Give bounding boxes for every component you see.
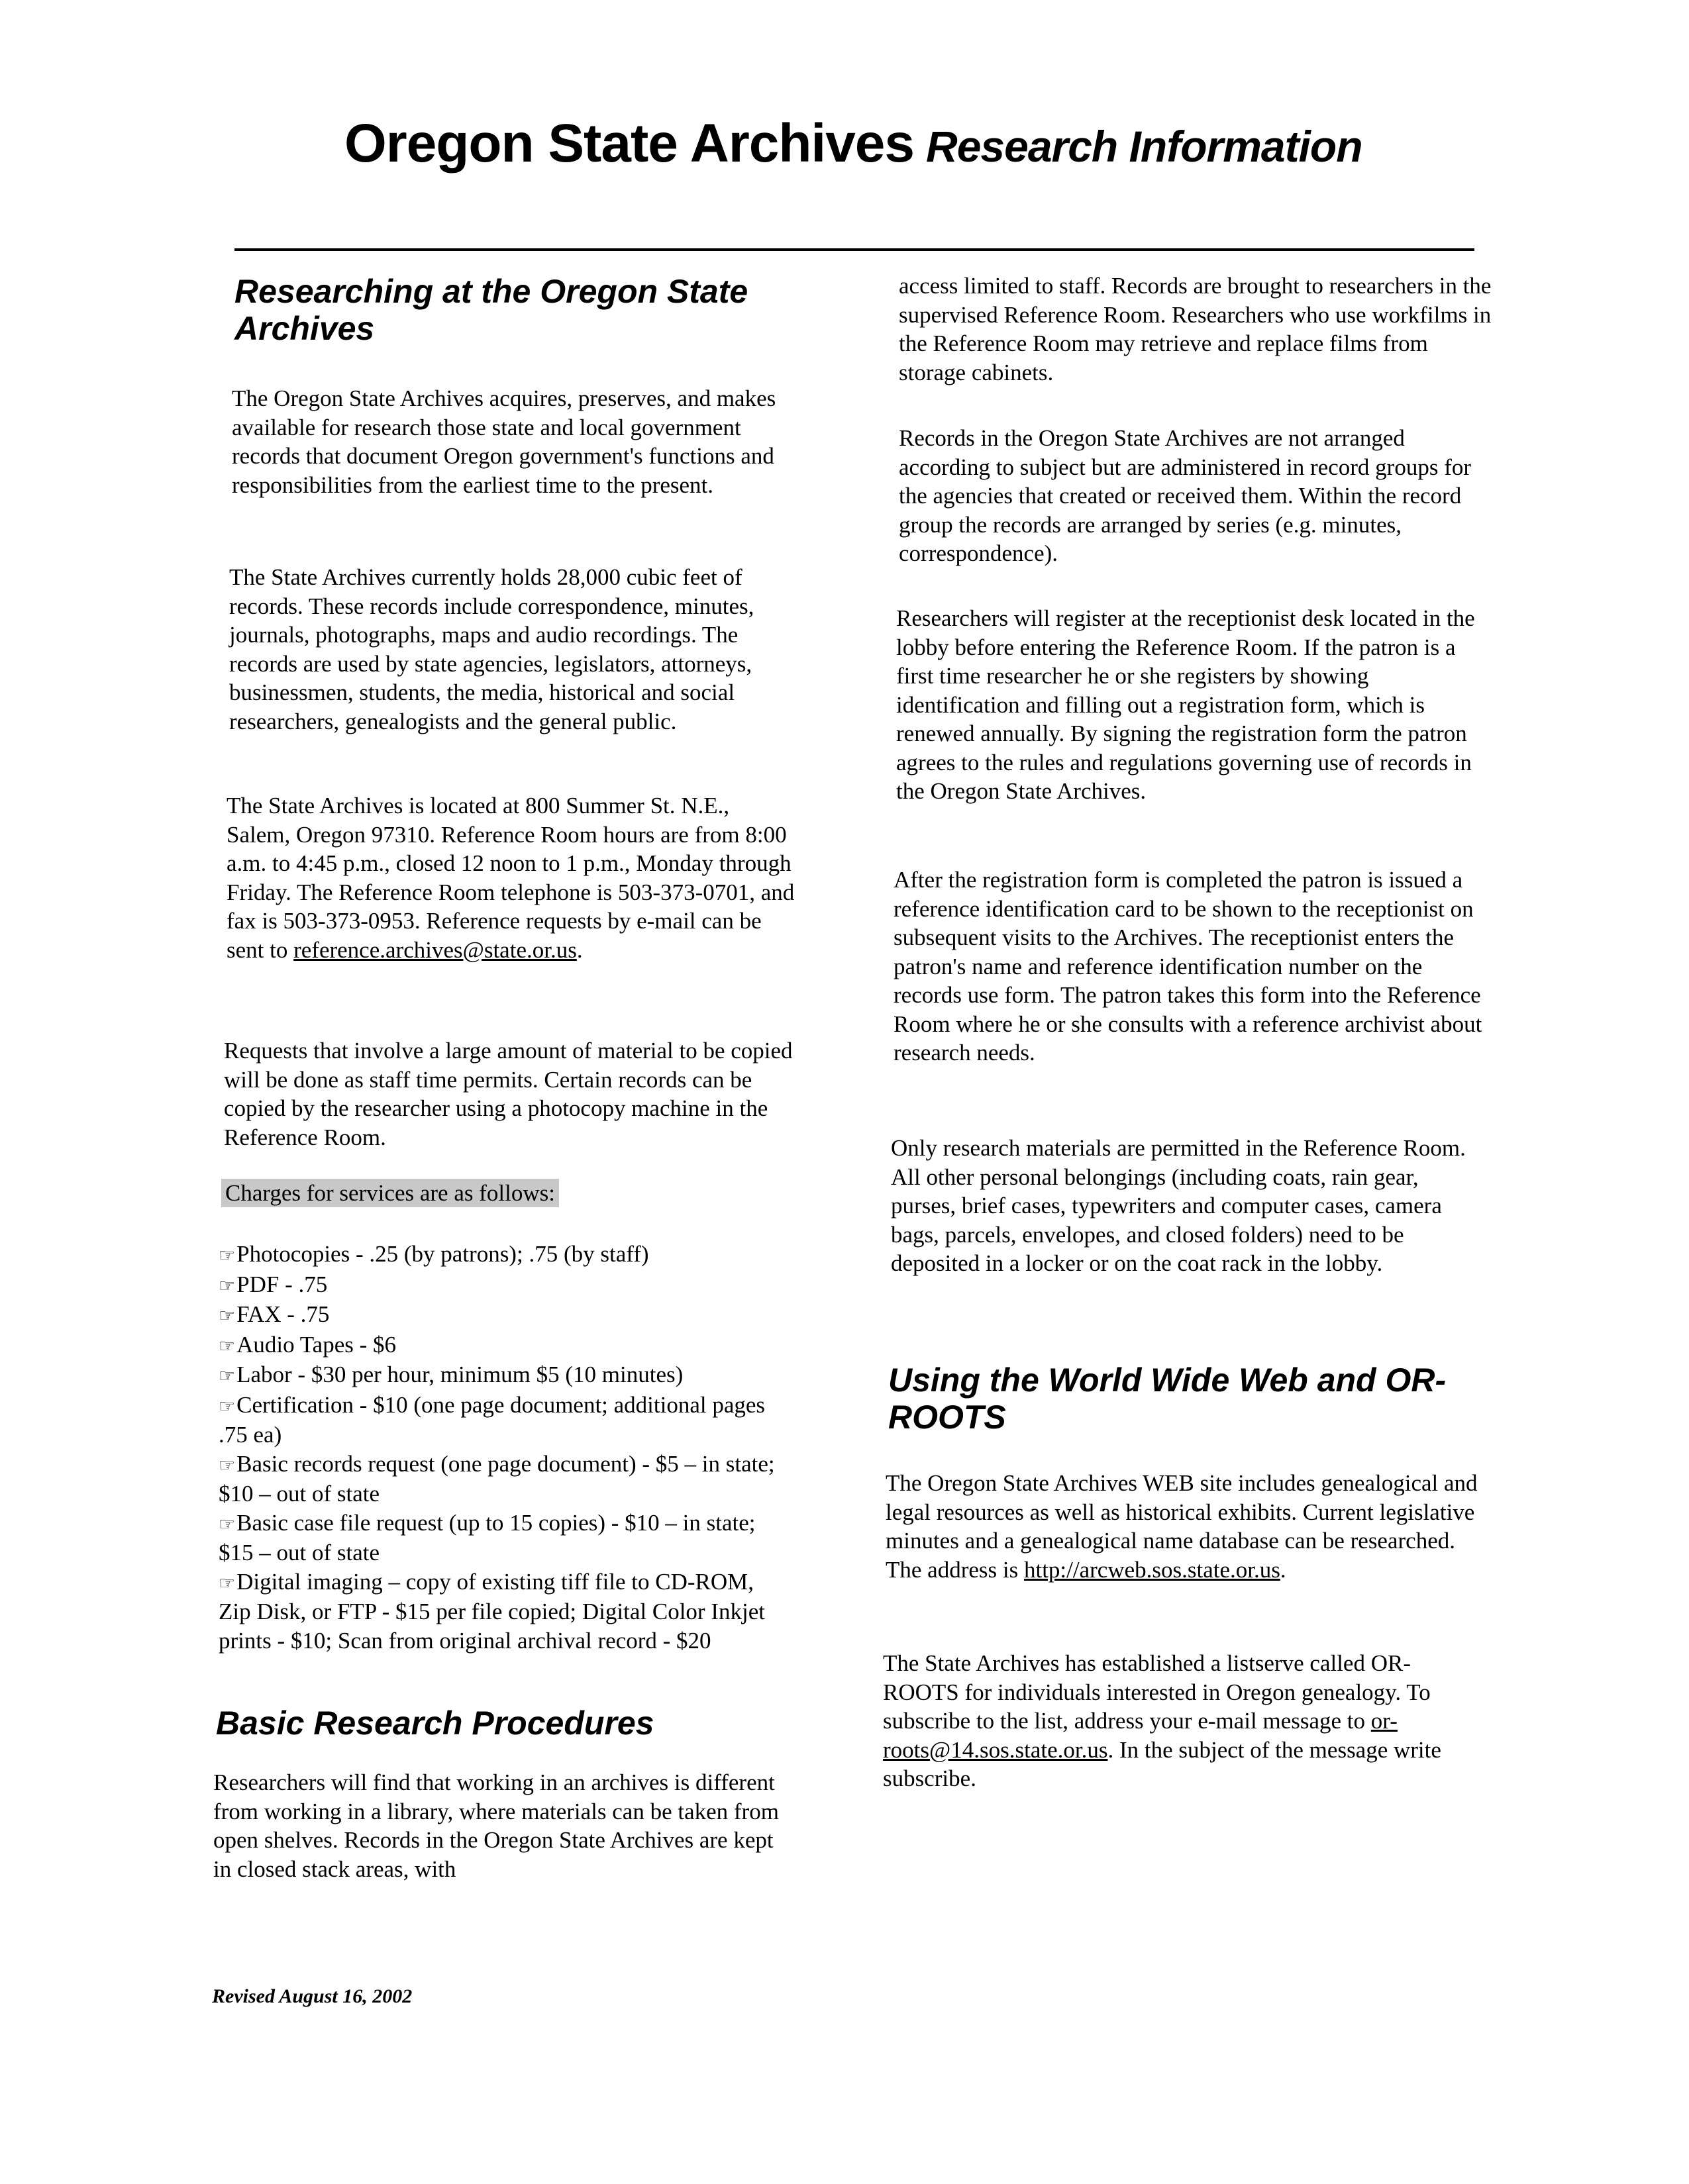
- pointing-hand-icon: ☞: [219, 1305, 236, 1326]
- paragraph: [227, 791, 796, 964]
- revision-date: Revised August 16, 2002: [212, 1985, 413, 2007]
- paragraph-text: The State Archives has established a listserve called OR-ROOTS for individuals interested in Oregon genealogy. To subscribe to the list, address your e-mail message to: [883, 1650, 1431, 1734]
- charge-item: [219, 1330, 788, 1361]
- charge-item: [219, 1360, 788, 1391]
- paragraph: After the registration form is completed the patron is issued a reference identification card to be shown to the receptionist on subsequent visits to the Archives. The receptionist enters the patron's name and reference identification number on the records use form. The patron takes this form into the Reference Room where he or she consults with a reference archivist about research needs.: [894, 867, 1482, 1066]
- email-link[interactable]: or-roots@14.sos.state.or.us: [883, 1708, 1398, 1763]
- paragraph: Only research materials are permitted in the Reference Room. All other personal belongings (including coats, rain gear, purses, brief cases, typewriters and computer cases, camera bags, parcels, envelopes, and closed folders) need to be deposited in a locker or on the coat rack in the lobby.: [891, 1135, 1466, 1276]
- charge-text: PDF - .75: [236, 1271, 328, 1297]
- pointing-hand-icon: ☞: [219, 1571, 236, 1594]
- punctuation: .: [576, 936, 583, 963]
- title-divider: [234, 248, 1474, 251]
- charges-list: [219, 1240, 788, 1655]
- pointing-hand-icon: ☞: [219, 1244, 236, 1266]
- website-link[interactable]: http://arcweb.sos.state.or.us: [1023, 1556, 1280, 1583]
- charge-item: [219, 1391, 788, 1450]
- charge-text: Photocopies - .25 (by patrons); .75 (by staff): [236, 1241, 649, 1267]
- paragraph: [886, 1469, 1482, 1584]
- paragraph: Requests that involve a large amount of material to be copied will be done as staff time permits. Certain records can be copied by the researcher using a photocopy machine in the Reference Room.: [224, 1038, 793, 1150]
- title-main: Oregon State Archives: [344, 113, 915, 174]
- paragraph: access limited to staff. Records are brought to researchers in the supervised Reference Room. Researchers who use workfilms in the Reference Room may retrieve and replace films from storage cabinets.: [899, 273, 1492, 385]
- punctuation: .: [1280, 1556, 1286, 1583]
- paragraph-text: The Oregon State Archives WEB site includes genealogical and legal resources as well as historical exhibits. Current legislative minutes and a genealogical name database can be researched. The address is: [886, 1470, 1478, 1583]
- charge-item: [219, 1509, 788, 1567]
- pointing-hand-icon: ☞: [219, 1513, 236, 1535]
- charge-item: [219, 1240, 788, 1270]
- page-title: [344, 113, 1362, 175]
- charge-text: Labor - $30 per hour, minimum $5 (10 minutes): [236, 1362, 684, 1387]
- paragraph-text: The State Archives is located at 800 Summer St. N.E., Salem, Oregon 97310. Reference Room hours are from 8:00 a.m. to 4:45 p.m., closed 12 noon to 1 p.m., Monday through Friday. The Reference Room telephone is 503-373-0701, and fax is 503-373-0953. Reference requests by e-mail can be sent to: [227, 793, 795, 963]
- paragraph-text: . In the subject of the message write subscribe.: [883, 1736, 1441, 1791]
- pointing-hand-icon: ☞: [219, 1365, 236, 1387]
- pointing-hand-icon: ☞: [219, 1395, 236, 1417]
- charge-text: Basic records request (one page document) - $5 – in state; $10 – out of state: [219, 1450, 775, 1507]
- paragraph: The State Archives currently holds 28,000 cubic feet of records. These records include correspondence, minutes, journals, photographs, maps and audio recordings. The records are used by state agencies, legislators, attorneys, businessmen, students, the media, historical and social researchers, genealogists and the general public.: [229, 564, 754, 734]
- charge-item: [219, 1567, 788, 1656]
- charge-text: Certification - $10 (one page document; additional pages .75 ea): [219, 1391, 766, 1448]
- charge-item: [219, 1300, 788, 1330]
- paragraph: Researchers will register at the receptionist desk located in the lobby before entering the Reference Room. If the patron is a first time researcher he or she registers by showing identification and filling out a registration form, which is renewed annually. By signing the registration form the patron agrees to the rules and regulations governing use of records in the Oregon State Archives.: [896, 605, 1475, 804]
- charges-intro-text: Charges for services are as follows:: [221, 1179, 559, 1207]
- paragraph: Records in the Oregon State Archives are not arranged according to subject but are administered in record groups for the agencies that created or received them. Within the record group the records are arranged by series (e.g. minutes, correspondence).: [899, 425, 1472, 566]
- charge-text: FAX - .75: [236, 1301, 330, 1327]
- paragraph: The Oregon State Archives acquires, preserves, and makes available for research those state and local government records that document Oregon government's functions and responsibilities from the earliest time to the present.: [232, 385, 776, 498]
- paragraph: [883, 1649, 1479, 1793]
- title-sub: Research Information: [926, 122, 1362, 171]
- charge-text: Basic case file request (up to 15 copies) - $10 – in state; $15 – out of state: [219, 1509, 756, 1565]
- heading-researching: Researching at the Oregon State Archives: [234, 273, 748, 347]
- paragraph: Researchers will find that working in an archives is different from working in a library, where materials can be taken from open shelves. Records in the Oregon State Archives are kept in closed stack areas, with: [213, 1769, 779, 1882]
- email-link[interactable]: reference.archives@state.or.us: [293, 936, 577, 963]
- heading-www-or-roots: Using the World Wide Web and OR-ROOTS: [888, 1362, 1447, 1436]
- charge-text: Digital imaging – copy of existing tiff file to CD-ROM, Zip Disk, or FTP - $15 per file copied; Digital Color Inkjet prints - $10; Scan from original archival record - $20: [219, 1568, 765, 1654]
- pointing-hand-icon: ☞: [219, 1334, 236, 1357]
- charge-item: [219, 1450, 788, 1509]
- heading-basic-procedures: Basic Research Procedures: [216, 1705, 654, 1742]
- pointing-hand-icon: ☞: [219, 1454, 236, 1476]
- pointing-hand-icon: ☞: [219, 1274, 236, 1297]
- charge-item: [219, 1270, 788, 1301]
- charge-text: Audio Tapes - $6: [236, 1331, 397, 1358]
- charges-intro: [221, 1179, 791, 1208]
